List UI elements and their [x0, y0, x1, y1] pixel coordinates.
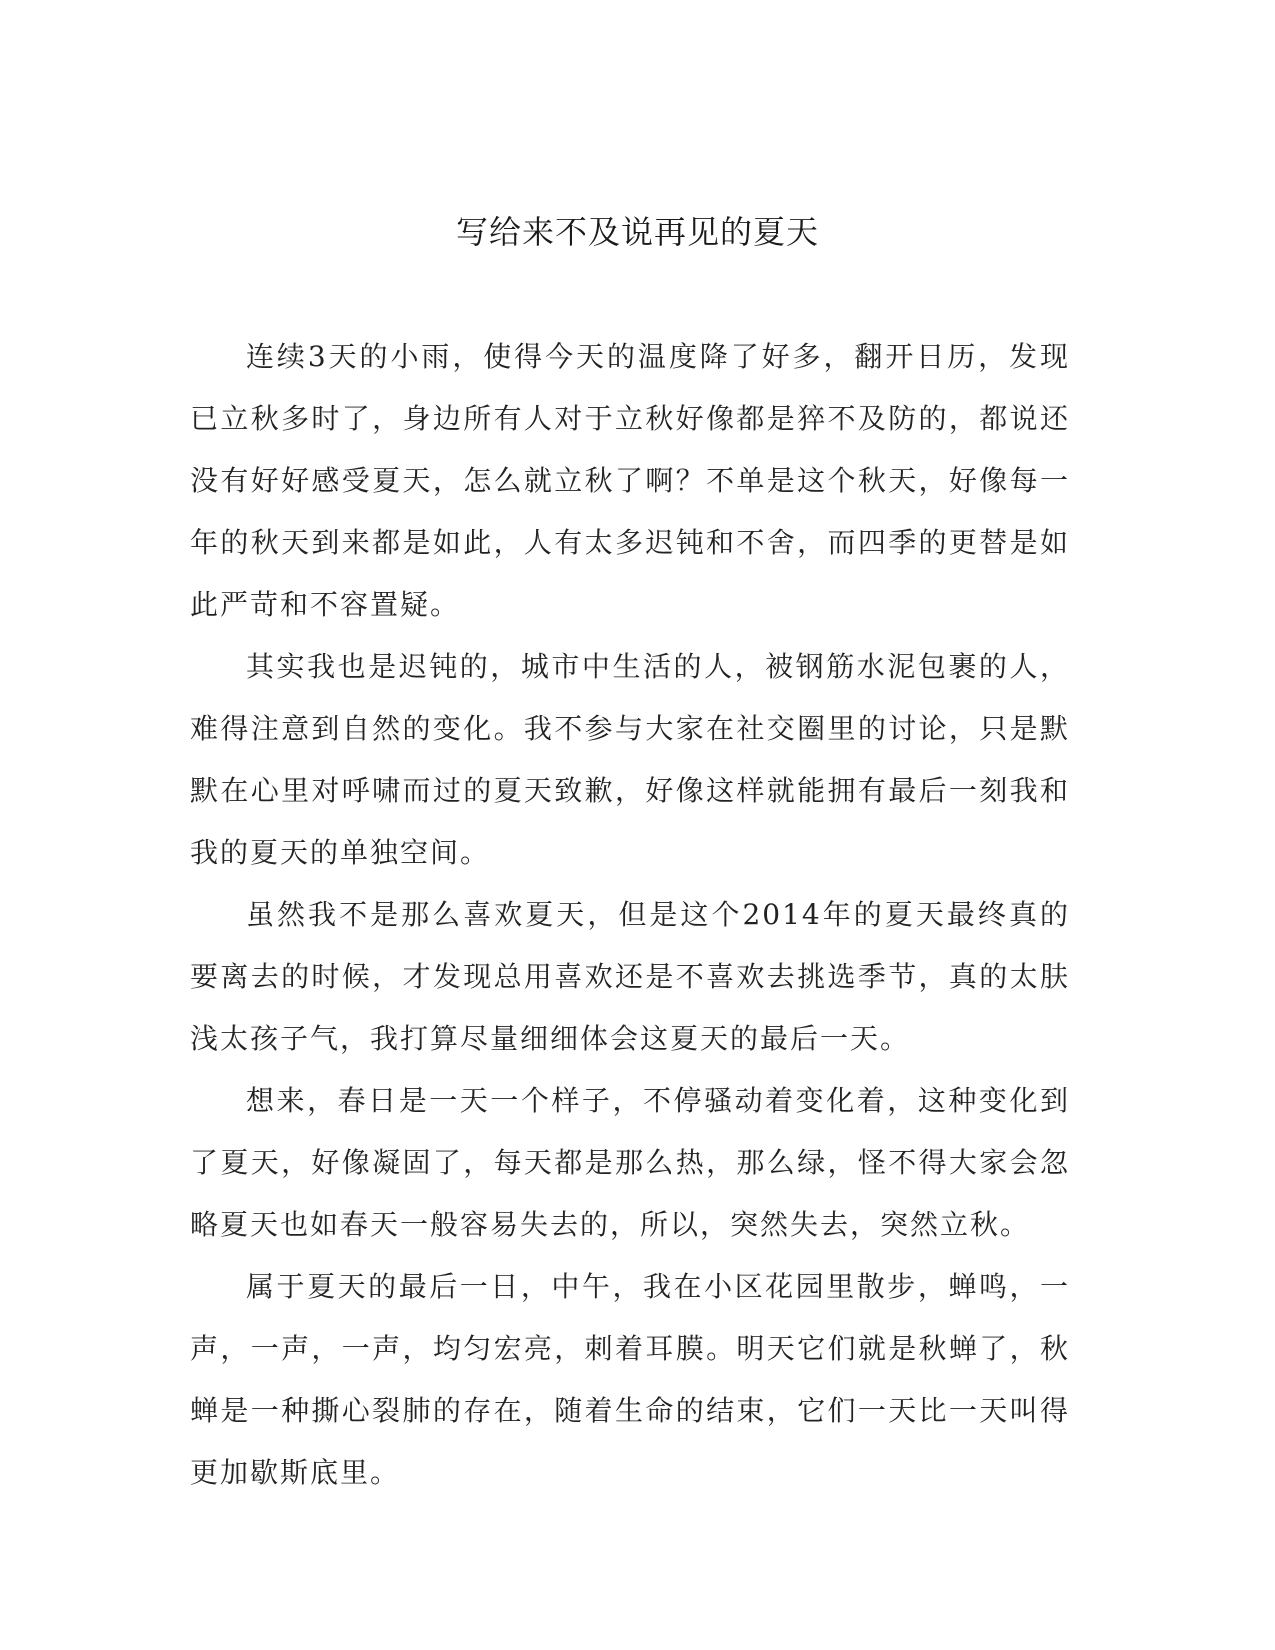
paragraph: 属于夏天的最后一日，中午，我在小区花园里散步，蝉鸣，一声，一声，一声，均匀宏亮，刺着耳膜。明天它们就是秋蝉了，秋蝉是一种撕心裂肺的存在，随着生命的结束，它们一天比一天叫得更加歇斯底里。	[190, 1270, 1070, 1489]
paragraph: 虽然我不是那么喜欢夏天，但是这个2014年的夏天最终真的要离去的时候，才发现总用喜欢还是不喜欢去挑选季节，真的太肤浅太孩子气，我打算尽量细细体会这夏天的最后一天。	[190, 898, 1070, 1055]
paragraph: 想来，春日是一天一个样子，不停骚动着变化着，这种变化到了夏天，好像凝固了，每天都是那么热，那么绿，怪不得大家会忽略夏天也如春天一般容易失去的，所以，突然失去，突然立秋。	[190, 1084, 1070, 1241]
document-title: 写给来不及说再见的夏天	[455, 213, 819, 251]
paragraph: 连续3天的小雨，使得今天的温度降了好多，翻开日历，发现已立秋多时了，身边所有人对于立秋好像都是猝不及防的，都说还没有好好感受夏天，怎么就立秋了啊？不单是这个秋天，好像每一年的秋天到来都是如此，人有太多迟钝和不舍，而四季的更替是如此严苛和不容置疑。	[190, 340, 1070, 621]
paragraph: 其实我也是迟钝的，城市中生活的人，被钢筋水泥包裹的人，难得注意到自然的变化。我不参与大家在社交圈里的讨论，只是默默在心里对呼啸而过的夏天致歉，好像这样就能拥有最后一刻我和我的夏天的单独空间。	[190, 650, 1070, 869]
document-body	[190, 326, 1070, 1504]
